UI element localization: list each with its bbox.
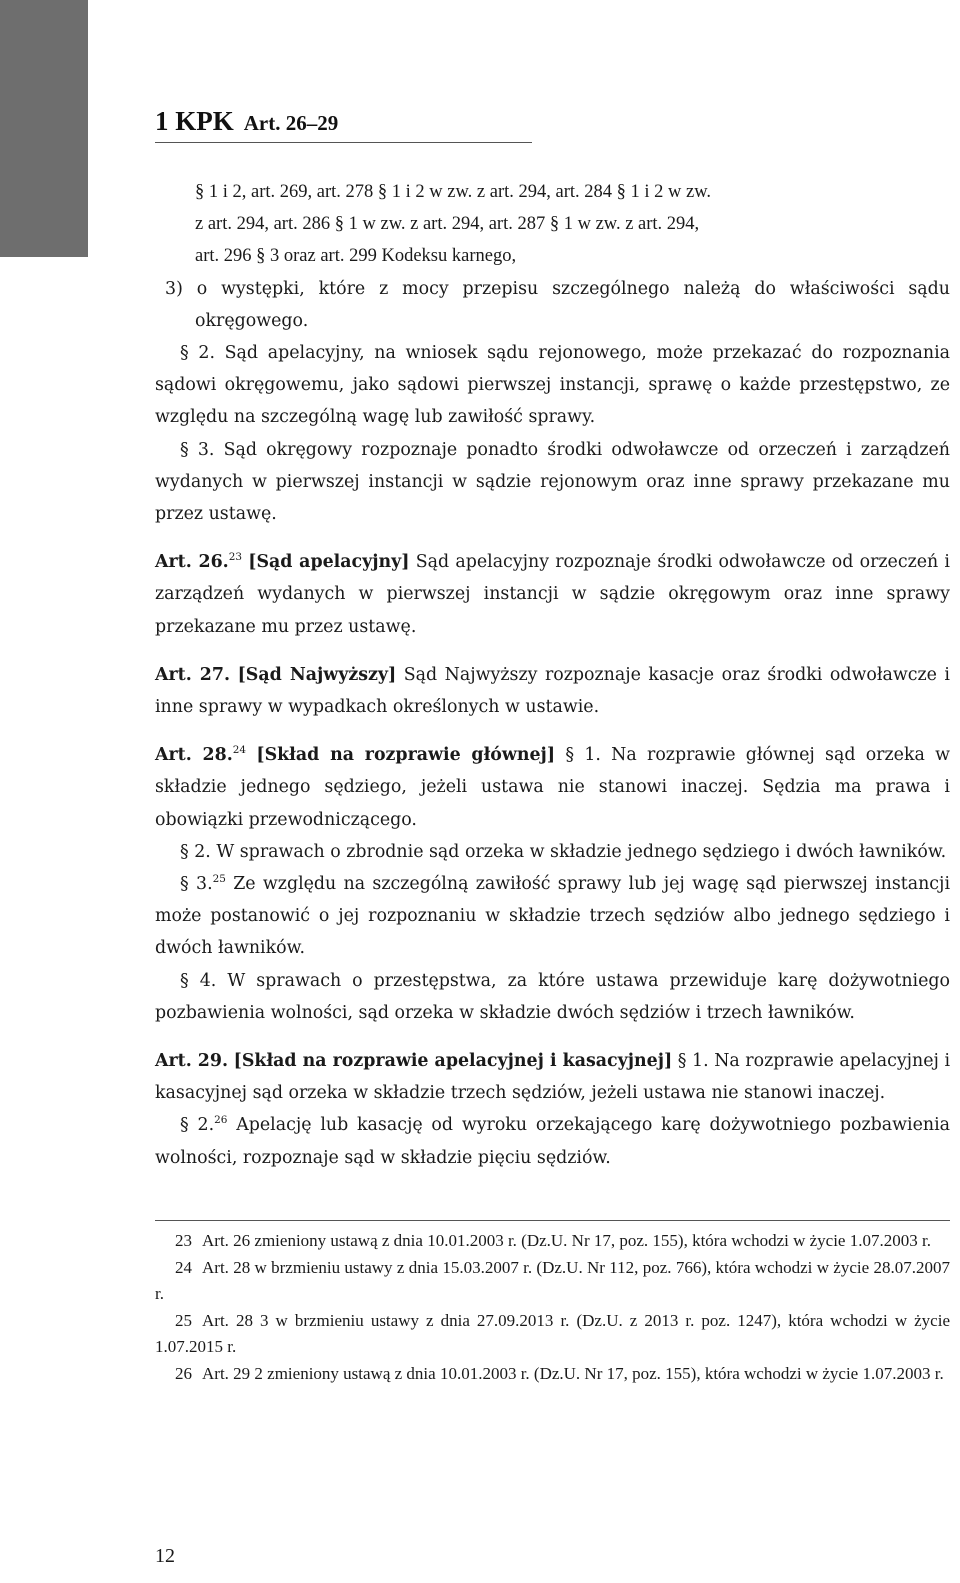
footnote-ref: 24 bbox=[232, 744, 247, 757]
section-sign: § bbox=[180, 970, 189, 991]
footnote-number: 23 bbox=[175, 1231, 192, 1250]
article-title: [Skład na rozprawie głównej] bbox=[256, 745, 556, 766]
paragraph-3: § 3. Sąd okręgowy rozpoznaje ponadto środki odwoławcze od orzeczeń i zarządzeń wydanych w pierwszej instancji w sądzie rejonowym oraz inne sprawy przekazane mu przez ustawę. bbox=[155, 439, 950, 525]
article-29: Art. 29. [Skład na rozprawie apelacyjnej i kasacyjnej] § 1. Na rozprawie apelacyjnej i kasacyjnej sąd orzeka w składzie trzech sędziów, jeżeli ustawa nie stanowi inaczej. bbox=[155, 1051, 951, 1104]
footnote: 26 Art. 29 2 zmieniony ustawą z dnia 10.01.2003 r. (Dz.U. Nr 17, poz. 155), która wchodzi w życie 1.07.2003 r. bbox=[175, 1363, 944, 1383]
footnote: 23 Art. 26 zmieniony ustawą z dnia 10.01.2003 r. (Dz.U. Nr 17, poz. 155), która wchodzi w życie 1.07.2003 r. bbox=[175, 1231, 931, 1250]
section-sign: § bbox=[549, 214, 560, 235]
section-sign: § bbox=[677, 1051, 687, 1072]
article-label: Art. 29. bbox=[155, 1051, 229, 1072]
section-sign: § bbox=[180, 1115, 189, 1136]
article-label: Art. 28. bbox=[155, 745, 233, 766]
section-sign: § bbox=[334, 214, 344, 235]
article-27: Art. 27. [Sąd Najwyższy] Sąd Najwyższy rozpoznaje kasacje oraz środki odwoławcze i inne sprawy w wypadkach określonych w ustawie. bbox=[155, 664, 950, 718]
footnote-number: 26 bbox=[175, 1363, 192, 1383]
article-title: [Sąd apelacyjny] bbox=[248, 552, 410, 573]
header-range: Art. 26–29 bbox=[243, 111, 339, 135]
page-number: 12 bbox=[155, 1545, 175, 1567]
list-line-2: z art. 294, art. 286 § 1 w zw. z art. 294, art. 287 § 1 w zw. z art. 294, bbox=[195, 214, 700, 235]
header-code: 1 KPK bbox=[155, 106, 234, 136]
article-title: [Skład na rozprawie apelacyjnej i kasacyjnej] bbox=[233, 1051, 673, 1072]
main-text bbox=[155, 176, 950, 1174]
footnote: 24 Art. 28 w brzmieniu ustawy z dnia 15.03.2007 r. (Dz.U. Nr 112, poz. 766), która wchodzi w życie 28.07.2007 r. bbox=[155, 1257, 950, 1303]
list-item-3: 3) o występki, które z mocy przepisu szczególnego należą do właściwości sądu okręgowego. bbox=[165, 278, 950, 331]
article-28-paragraph-3: § 3.25 Ze względu na szczególną zawiłość sprawy lub jej wagę sąd pierwszej instancji może postanowić o jej rozpoznaniu w składzie trzech sędziów albo jednego sędziego i dwóch ławników. bbox=[155, 873, 951, 959]
article-label: Art. 27. bbox=[155, 664, 231, 685]
section-sign: § bbox=[180, 439, 189, 460]
list-continuation bbox=[155, 176, 950, 273]
page-corner-tab bbox=[0, 0, 88, 257]
paragraph-2: § 2. Sąd apelacyjny, na wniosek sądu rejonowego, może przekazać do rozpoznania sądowi okręgowemu, jako sądowi pierwszej instancji, sprawę o każde przestępstwo, ze względu na szczególną wagę lub zawiłość sprawy. bbox=[155, 343, 950, 428]
footnote: 25 Art. 28 3 w brzmieniu ustawy z dnia 27.09.2013 r. (Dz.U. z 2013 r. poz. 1247), która wchodzi w życie 1.07.2015 r. bbox=[155, 1310, 950, 1356]
section-sign: § bbox=[377, 182, 388, 202]
footnote-ref: 23 bbox=[228, 551, 243, 564]
section-sign: § bbox=[565, 745, 575, 766]
article-28-paragraph-2: § 2. W sprawach o zbrodnie sąd orzeka w składzie jednego sędziego i dwóch ławników. bbox=[180, 841, 947, 862]
footnote-ref: 25 bbox=[212, 873, 226, 886]
footnote-rule bbox=[155, 1220, 950, 1221]
section-sign: § bbox=[180, 841, 189, 862]
footnote-number: 24 bbox=[175, 1257, 192, 1277]
list-line-1: § 1 i 2, art. 269, art. 278 § 1 i 2 w zw. z art. 294, art. 284 § 1 i 2 w zw. bbox=[195, 182, 712, 202]
article-label: Art. 26. bbox=[155, 552, 229, 573]
section-sign: § bbox=[195, 182, 205, 202]
section-sign: § bbox=[256, 246, 266, 267]
article-26: Art. 26.23 [Sąd apelacyjny] Sąd apelacyjny rozpoznaje środki odwoławcze od orzeczeń i zarządzeń wydanych w pierwszej instancji w sądzie okręgowym oraz inne sprawy przekazane mu przez ustawę. bbox=[155, 551, 950, 637]
article-29-paragraph-2: § 2.26 Apelację lub kasację od wyroku orzekającego karę dożywotniego pozbawienia wolności, rozpoznaje sąd w składzie pięciu sędziów. bbox=[155, 1114, 950, 1168]
running-header bbox=[155, 106, 338, 137]
section-sign: § bbox=[180, 343, 189, 364]
footnotes bbox=[155, 1228, 950, 1387]
list-line-3: art. 296 § 3 oraz art. 299 Kodeksu karnego, bbox=[195, 246, 517, 267]
article-28-paragraph-4: § 4. W sprawach o przestępstwa, za które ustawa przewiduje karę dożywotniego pozbawienia wolności, sąd orzeka w składzie dwóch sędziów i trzech ławników. bbox=[155, 970, 950, 1023]
header-rule bbox=[155, 142, 532, 143]
footnote-number: 25 bbox=[175, 1310, 192, 1330]
article-title: [Sąd Najwyższy] bbox=[237, 664, 397, 685]
footnote-ref: 26 bbox=[214, 1114, 228, 1127]
section-sign: § bbox=[180, 874, 189, 895]
section-sign: § bbox=[616, 182, 626, 202]
article-28: Art. 28.24 [Skład na rozprawie głównej] § 1. Na rozprawie głównej sąd orzeka w składzie jednego sędziego, jeżeli ustawa nie stanowi inaczej. Sędzia ma prawa i obowiązki przewodniczącego. bbox=[155, 744, 950, 830]
